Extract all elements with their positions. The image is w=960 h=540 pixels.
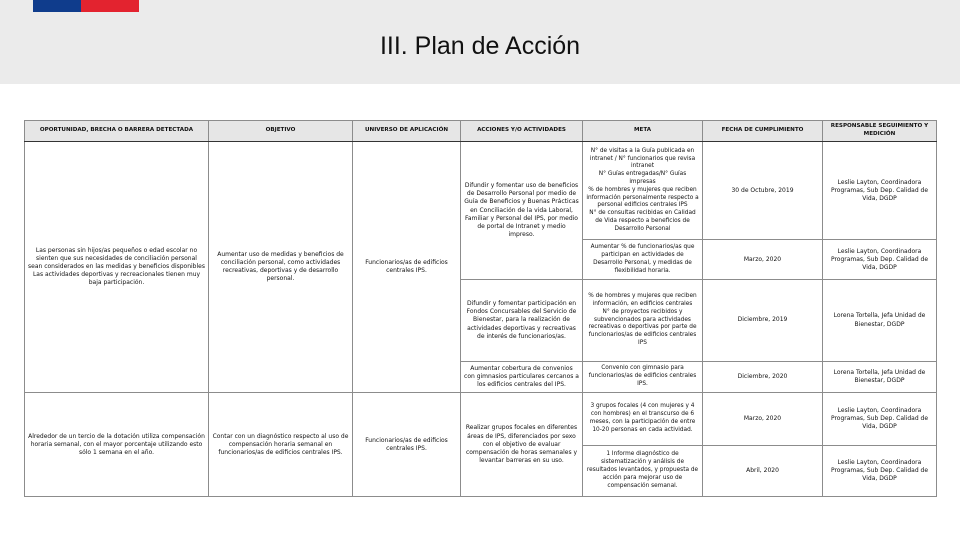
universo-cell: Funcionarios/as de edificios centrales IPS.	[353, 142, 461, 393]
action-plan-table	[24, 120, 937, 497]
objetivo-cell: Contar con un diagnóstico respecto al uso de compensación horaria semanal en funcionarios/as de edificios centrales IPS.	[209, 393, 353, 497]
table-row	[25, 142, 937, 240]
responsable-cell: Lorena Tortella, Jefa Unidad de Bienestar, DGDP	[823, 280, 937, 362]
oportunidad-cell: Alrededor de un tercio de la dotación utiliza compensación horaria semanal, con el mayor porcentaje utilizando esto sólo 1 semana en el año.	[25, 393, 209, 497]
meta-cell: 3 grupos focales (4 con mujeres y 4 con hombres) en el transcurso de 6 meses, con la participación de entre 10-20 personas en cada actividad.	[583, 393, 703, 445]
fecha-cell: 30 de Octubre, 2019	[703, 142, 823, 240]
fecha-cell: Diciembre, 2019	[703, 280, 823, 362]
column-header: RESPONSABLE SEGUIMIENTO Y MEDICIÓN	[823, 121, 937, 142]
fecha-cell: Marzo, 2020	[703, 240, 823, 280]
fecha-cell: Abril, 2020	[703, 445, 823, 496]
acciones-cell: Difundir y fomentar uso de beneficios de Desarrollo Personal por medio de Guía de Beneficios y Buenas Prácticas en Conciliación de la vida Laboral, Familiar y Personal del IPS, por medio de portal de Intranet y medio impreso.	[461, 142, 583, 280]
meta-cell: Aumentar % de funcionarios/as que participan en actividades de Desarrollo Personal, y medidas de flexibilidad horaria.	[583, 240, 703, 280]
meta-cell: N° de visitas a la Guía publicada en intranet / N° funcionarios que revisa intranet N° Guías entregadas/N° Guías impresas % de hombres y mujeres que reciben información personalmente respecto a personal edificios centrales IPS N° de consultas recibidas en Calidad de Vida respecto a beneficios de Desarrollo Personal	[583, 142, 703, 240]
fecha-cell: Diciembre, 2020	[703, 361, 823, 392]
table-header-row	[25, 121, 937, 142]
meta-cell: 1 Informe diagnóstico de sistematización y análisis de resultados levantados, y propuesta de acción para mejorar uso de compensación semanal.	[583, 445, 703, 496]
acciones-cell: Difundir y fomentar participación en Fondos Concursables del Servicio de Bienestar, para la realización de actividades deportivas y recreativas de interés de funcionarios/as.	[461, 280, 583, 362]
column-header: UNIVERSO DE APLICACIÓN	[353, 121, 461, 142]
responsable-cell: Leslie Layton, Coordinadora Programas, Sub Dep. Calidad de Vida, DGDP	[823, 393, 937, 445]
meta-cell: Convenio con gimnasio para funcionarios/as de edificios centrales IPS.	[583, 361, 703, 392]
acciones-cell: Aumentar cobertura de convenios con gimnasios particulares cercanos a los edificios centrales del IPS.	[461, 361, 583, 392]
column-header: OPORTUNIDAD, BRECHA O BARRERA DETECTADA	[25, 121, 209, 142]
flag-blue-stripe	[33, 0, 81, 12]
responsable-cell: Leslie Layton, Coordinadora Programas, Sub Dep. Calidad de Vida, DGDP	[823, 445, 937, 496]
universo-cell: Funcionarios/as de edificios centrales IPS.	[353, 393, 461, 497]
oportunidad-cell: Las personas sin hijos/as pequeños o edad escolar no sienten que sus necesidades de conciliación personal sean considerados en las medidas y beneficios disponibles Las actividades deportivas y recreacionales tienen muy baja participación.	[25, 142, 209, 393]
responsable-cell: Lorena Tortella, Jefa Unidad de Bienestar, DGDP	[823, 361, 937, 392]
column-header: OBJETIVO	[209, 121, 353, 142]
meta-cell: % de hombres y mujeres que reciben información, en edificios centrales N° de proyectos recibidos y subvencionados para actividades recreativas o deportivas por parte de funcionarios/as de edificios centrales IPS	[583, 280, 703, 362]
table-row	[25, 393, 937, 445]
flag-red-stripe	[81, 0, 139, 12]
page-title: III. Plan de Acción	[379, 32, 581, 60]
responsable-cell: Leslie Layton, Coordinadora Programas, Sub Dep. Calidad de Vida, DGDP	[823, 240, 937, 280]
column-header: FECHA DE CUMPLIMIENTO	[703, 121, 823, 142]
column-header: ACCIONES Y/O ACTIVIDADES	[461, 121, 583, 142]
objetivo-cell: Aumentar uso de medidas y beneficios de conciliación personal, como actividades recreativas, deportivas y de desarrollo personal.	[209, 142, 353, 393]
responsable-cell: Leslie Layton, Coordinadora Programas, Sub Dep. Calidad de Vida, DGDP	[823, 142, 937, 240]
fecha-cell: Marzo, 2020	[703, 393, 823, 445]
column-header: META	[583, 121, 703, 142]
acciones-cell: Realizar grupos focales en diferentes áreas de IPS, diferenciados por sexo con el objetivo de evaluar compensación de horas semanales y levantar barreras en su uso.	[461, 393, 583, 497]
